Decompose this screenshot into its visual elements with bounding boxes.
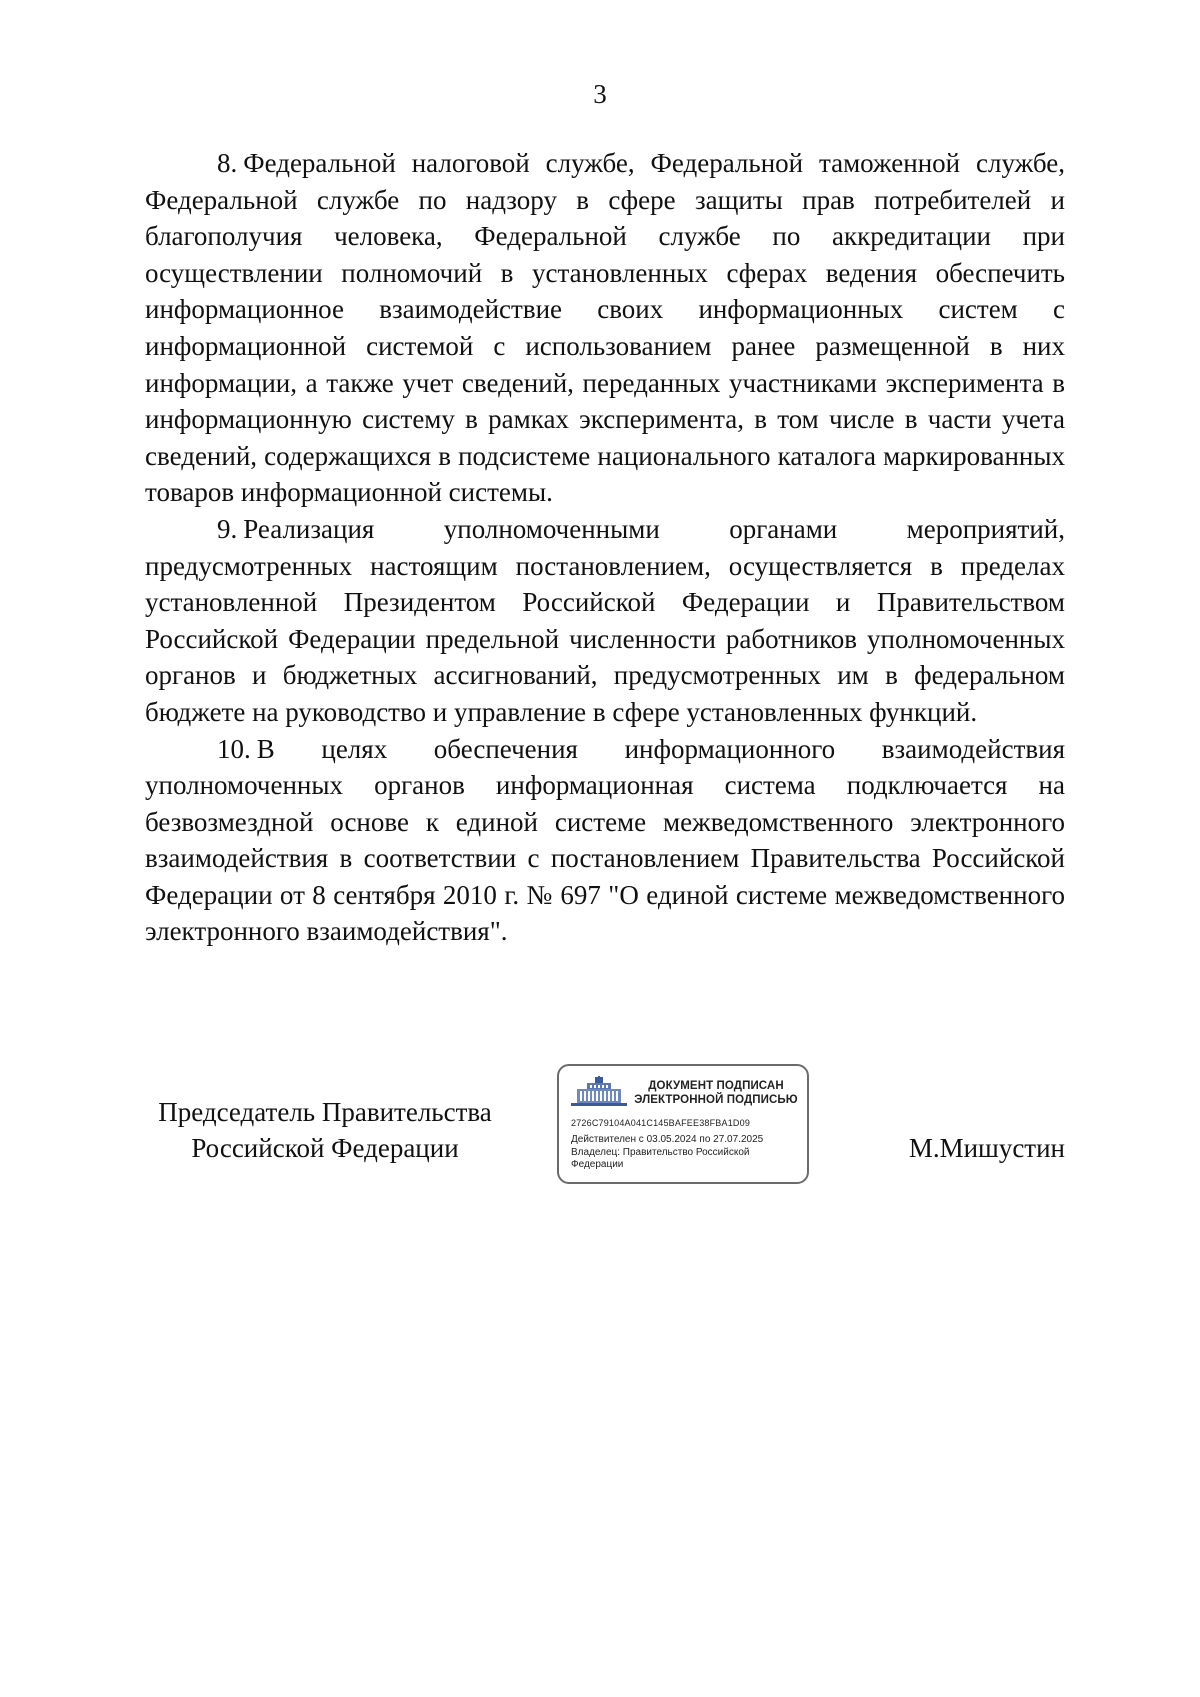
signatory-position-line1: Председатель Правительства bbox=[158, 1097, 492, 1127]
signature-block bbox=[145, 1080, 1065, 1224]
government-building-icon bbox=[569, 1076, 629, 1108]
stamp-title-line1: ДОКУМЕНТ ПОДПИСАН bbox=[648, 1080, 784, 1092]
paragraph-9 bbox=[145, 511, 1065, 731]
stamp-title-line2: ЭЛЕКТРОННОЙ ПОДПИСЬЮ bbox=[634, 1094, 798, 1106]
signatory-position bbox=[145, 1094, 505, 1166]
page-number: 3 bbox=[593, 79, 607, 109]
paragraph-10 bbox=[145, 731, 1065, 951]
stamp-title bbox=[631, 1079, 801, 1107]
paragraph-number: 9. bbox=[217, 513, 238, 544]
paragraph-number: 10. bbox=[217, 733, 251, 764]
certificate-owner: Владелец: Правительство Российской Федерации bbox=[571, 1147, 750, 1170]
paragraph-text: Реализация уполномоченными органами мероприятий, предусмотренных настоящим постановлением, осуществляется в пределах установленной Президентом Российской Федерации и Правительством Российской Федерации предельной численности работников уполномоченных органов и бюджетных ассигнований, предусмотренных им в федеральном бюджете на руководство и управление в сфере установленных функций. bbox=[145, 513, 1065, 727]
paragraph-number: 8. bbox=[217, 148, 238, 178]
document-body bbox=[145, 145, 1065, 950]
certificate-serial: 2726C79104A041C145BAFEE38FBA1D09 bbox=[571, 1118, 751, 1128]
paragraph-text: В целях обеспечения информационного взаимодействия уполномоченных органов информационная система подключается на безвозмездной основе к единой системе межведомственного электронного взаимодействия в соответствии с постановлением Правительства Российской Федерации от 8 сентября 2010 г. № 697 "О единой системе межведомственного электронного взаимодействия". bbox=[145, 733, 1065, 947]
paragraph-8 bbox=[145, 145, 1065, 511]
electronic-signature-stamp bbox=[557, 1064, 809, 1184]
certificate-validity: Действителен с 03.05.2024 по 27.07.2025 bbox=[571, 1134, 764, 1145]
signatory-position-line2: Российской Федерации bbox=[191, 1133, 459, 1163]
signatory-name: М.Мишустин bbox=[908, 1133, 1065, 1163]
paragraph-text: Федеральной налоговой службе, Федеральной таможенной службе, Федеральной службе по надзору в сфере защиты прав потребителей и благополучия человека, Федеральной службе по аккредитации при осуществлении полномочий в установленных сферах ведения обеспечить информационное взаимодействие своих информационных систем с информационной системой с использованием ранее размещенной в них информации, а также учет сведений, переданных участниками эксперимента в информационную систему в рамках эксперимента, в том числе в части учета сведений, содержащихся в подсистеме национального каталога маркированных товаров информационной системы. bbox=[145, 148, 1065, 508]
